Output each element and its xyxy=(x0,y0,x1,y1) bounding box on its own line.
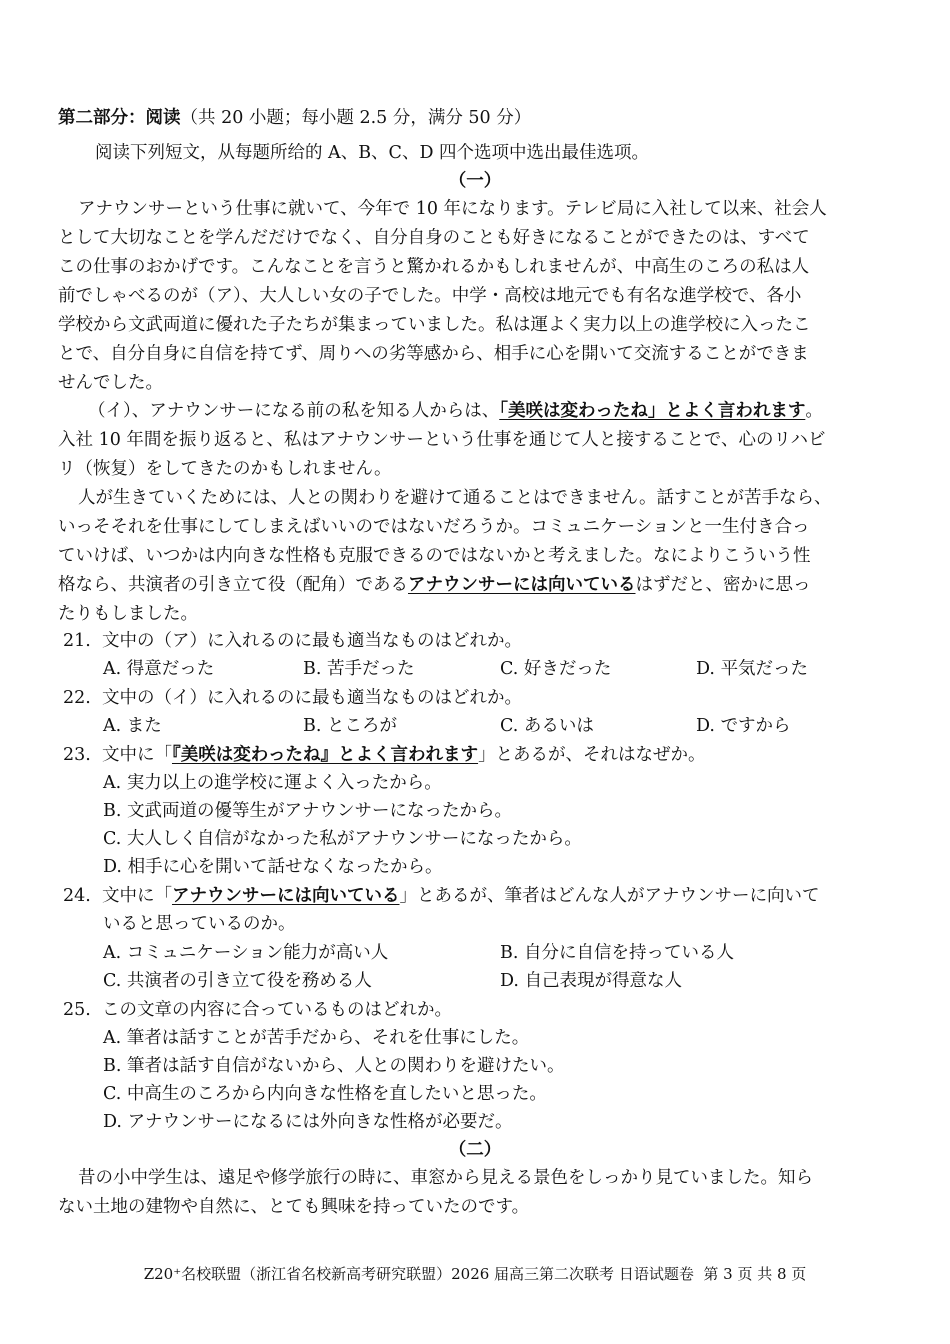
p3-text-end: はずだと、密かに思っ xyxy=(635,575,811,595)
option-a[interactable] xyxy=(103,655,214,684)
option-d[interactable] xyxy=(500,967,682,996)
passage1-p2-line1 xyxy=(88,396,823,426)
option-text: 得意だった xyxy=(126,659,215,679)
option-c[interactable] xyxy=(103,1080,547,1109)
option-text: 大人しく自信がなかった私がアナウンサーになったから。 xyxy=(126,829,582,849)
p3-text: 格なら、共演者の引き立て役（配角）である xyxy=(58,575,408,595)
option-label: C. xyxy=(103,829,122,849)
option-b[interactable] xyxy=(103,1052,565,1081)
option-text: 筆者は話す自信がないから、人との関わりを避けたい。 xyxy=(127,1056,565,1076)
underlined-quote: 『美咲は変わったね』とよく言われます xyxy=(171,745,479,765)
question-text: 文中に「 xyxy=(101,886,172,906)
question-text: 文中の（イ）に入れるのに最も適当なものはどれか。 xyxy=(101,688,522,708)
option-b[interactable] xyxy=(303,655,415,684)
section-heading xyxy=(58,103,531,133)
option-c[interactable] xyxy=(500,712,594,741)
option-label: A. xyxy=(103,773,122,793)
passage1-line: 人が生きていくためには、人との関わりを避けて通ることはできません。話すことが苦手なら、 xyxy=(78,488,832,508)
passage2-line: ない土地の建物や自然に、とても興味を持っていたのです。 xyxy=(58,1197,530,1217)
option-text: また xyxy=(126,716,162,736)
option-label: D. xyxy=(500,971,519,991)
underlined-phrase: アナウンサーには向いている xyxy=(408,575,636,595)
option-text: 自己表現が得意な人 xyxy=(524,971,683,991)
question-text: 」とあるが、それはなぜか。 xyxy=(478,745,706,765)
option-b[interactable] xyxy=(500,939,734,968)
option-text: ところが xyxy=(327,716,398,736)
option-a[interactable] xyxy=(103,939,388,968)
passage1-title: （一） xyxy=(448,171,502,191)
option-text: 実力以上の進学校に運よく入ったから。 xyxy=(126,773,442,793)
question-24-stem-line2: いると思っているのか。 xyxy=(103,914,296,934)
option-text: 自分に自信を持っている人 xyxy=(524,943,735,963)
passage1-line: とで、自分自身に自信を持てず、周りへの劣等感から、相手に心を開いて交流することができま xyxy=(58,344,809,364)
footer-page-number: 第 3 页 共 8 页 xyxy=(703,1265,807,1283)
question-text: 」とあるが、筆者はどんな人がアナウンサーに向いて xyxy=(399,886,820,906)
option-label: C. xyxy=(500,659,519,679)
option-c[interactable] xyxy=(500,655,611,684)
option-label: D. xyxy=(103,857,122,877)
option-label: D. xyxy=(103,1112,122,1132)
option-text: 好きだった xyxy=(523,659,612,679)
option-text: 中高生のころから内向きな性格を直したいと思った。 xyxy=(126,1084,547,1104)
passage1-line: 入社 10 年間を振り返ると、私はアナウンサーという仕事を通じて人と接することで、心のリハビ xyxy=(58,430,826,450)
option-label: B. xyxy=(103,801,122,821)
option-label: B. xyxy=(303,659,322,679)
passage2-title: （二） xyxy=(448,1140,502,1160)
passage1-line: たりもしました。 xyxy=(58,604,198,624)
p2-text-end: 。 xyxy=(805,401,823,421)
option-d[interactable] xyxy=(696,712,791,741)
option-label: C. xyxy=(500,716,519,736)
option-text: 平気だった xyxy=(720,659,809,679)
passage1-line: この仕事のおかげです。こんなことを言うと驚かれるかもしれませんが、中高生のころの私は人 xyxy=(58,257,810,277)
footer-title: Z20⁺名校联盟（浙江省名校新高考研究联盟）2026 届高三第二次联考 日语试题卷 xyxy=(143,1265,694,1283)
option-text: アナウンサーになるには外向きな性格が必要だ。 xyxy=(127,1112,513,1132)
option-a[interactable] xyxy=(103,769,442,798)
question-number: 24. xyxy=(63,886,91,906)
option-b[interactable] xyxy=(103,797,512,826)
passage1-line: いっそそれを仕事にしてしまえばいいのではないだろうか。コミュニケーションと一生付き合っ xyxy=(58,517,810,537)
question-number: 25. xyxy=(63,1000,91,1020)
passage1-line: アナウンサーという仕事に就いて、今年で 10 年になります。テレビ局に入社して以来、社会人 xyxy=(78,199,827,219)
question-number: 21. xyxy=(63,631,91,651)
option-label: B. xyxy=(500,943,519,963)
section-heading-note: （共 20 小题；每小题 2.5 分，满分 50 分） xyxy=(180,108,532,128)
option-text: 筆者は話すことが苦手だから、それを仕事にした。 xyxy=(126,1028,530,1048)
question-text: この文章の内容に合っているものはどれか。 xyxy=(101,1000,452,1020)
page-footer xyxy=(0,1263,950,1284)
option-text: 相手に心を開いて話せなくなったから。 xyxy=(127,857,443,877)
passage1-line: 学校から文武両道に優れた子たちが集まっていました。私は運よく実力以上の進学校に入ったこ xyxy=(58,315,811,335)
option-label: C. xyxy=(103,971,122,991)
option-text: あるいは xyxy=(523,716,594,736)
passage1-line: せんでした。 xyxy=(58,373,163,393)
passage1-line: 前でしゃべるのが（ア）、大人しい女の子でした。中学・高校は地元でも有名な進学校で、各小 xyxy=(58,286,802,306)
option-a[interactable] xyxy=(103,712,162,741)
question-number: 22. xyxy=(63,688,91,708)
option-label: B. xyxy=(103,1056,122,1076)
option-text: 文武両道の優等生がアナウンサーになったから。 xyxy=(127,801,513,821)
passage1-p3-line4 xyxy=(58,570,811,600)
option-label: C. xyxy=(103,1084,122,1104)
section-instruction: 阅读下列短文，从每题所给的 A、B、C、D 四个选项中选出最佳选项。 xyxy=(95,143,650,163)
option-d[interactable] xyxy=(103,1108,513,1137)
question-21-stem xyxy=(63,627,522,656)
option-label: A. xyxy=(103,716,122,736)
option-label: A. xyxy=(103,659,122,679)
option-text: 苦手だった xyxy=(327,659,415,679)
option-label: D. xyxy=(696,659,715,679)
option-c[interactable] xyxy=(103,967,372,996)
option-text: コミュニケーション能力が高い人 xyxy=(126,943,389,963)
option-b[interactable] xyxy=(303,712,397,741)
option-d[interactable] xyxy=(103,853,443,882)
option-text: 共演者の引き立て役を務める人 xyxy=(126,971,372,991)
question-24-stem xyxy=(63,882,819,911)
option-a[interactable] xyxy=(103,1024,529,1053)
option-text: ですから xyxy=(720,716,791,736)
p2-text: （イ）、アナウンサーになる前の私を知る人からは、 xyxy=(88,401,500,421)
section-heading-title: 第二部分：阅读 xyxy=(58,108,181,128)
passage1-line: として大切なことを学んだだけでなく、自分自身のことも好きになることができたのは、すべて xyxy=(58,228,810,248)
option-c[interactable] xyxy=(103,825,582,854)
passage1-line: リ（恢复）をしてきたのかもしれません。 xyxy=(58,459,392,479)
option-label: D. xyxy=(696,716,715,736)
question-text: 文中の（ア）に入れるのに最も適当なものはどれか。 xyxy=(101,631,522,651)
underlined-quote: 「美咲は変わったね」とよく言われます xyxy=(499,401,806,421)
question-text: 文中に「 xyxy=(101,745,172,765)
passage1-line: ていけば、いつかは内向きな性格も克服できるのではないかと考えました。なによりこういう性 xyxy=(58,546,811,566)
question-23-stem xyxy=(63,741,706,770)
question-25-stem xyxy=(63,996,452,1025)
passage2-line: 昔の小中学生は、遠足や修学旅行の時に、車窓から見える景色をしっかり見ていました。知ら xyxy=(78,1168,813,1188)
option-d[interactable] xyxy=(696,655,808,684)
underlined-phrase: アナウンサーには向いている xyxy=(171,886,400,906)
option-label: B. xyxy=(303,716,322,736)
question-22-stem xyxy=(63,684,522,713)
option-label: A. xyxy=(103,1028,122,1048)
option-label: A. xyxy=(103,943,122,963)
question-number: 23. xyxy=(63,745,91,765)
